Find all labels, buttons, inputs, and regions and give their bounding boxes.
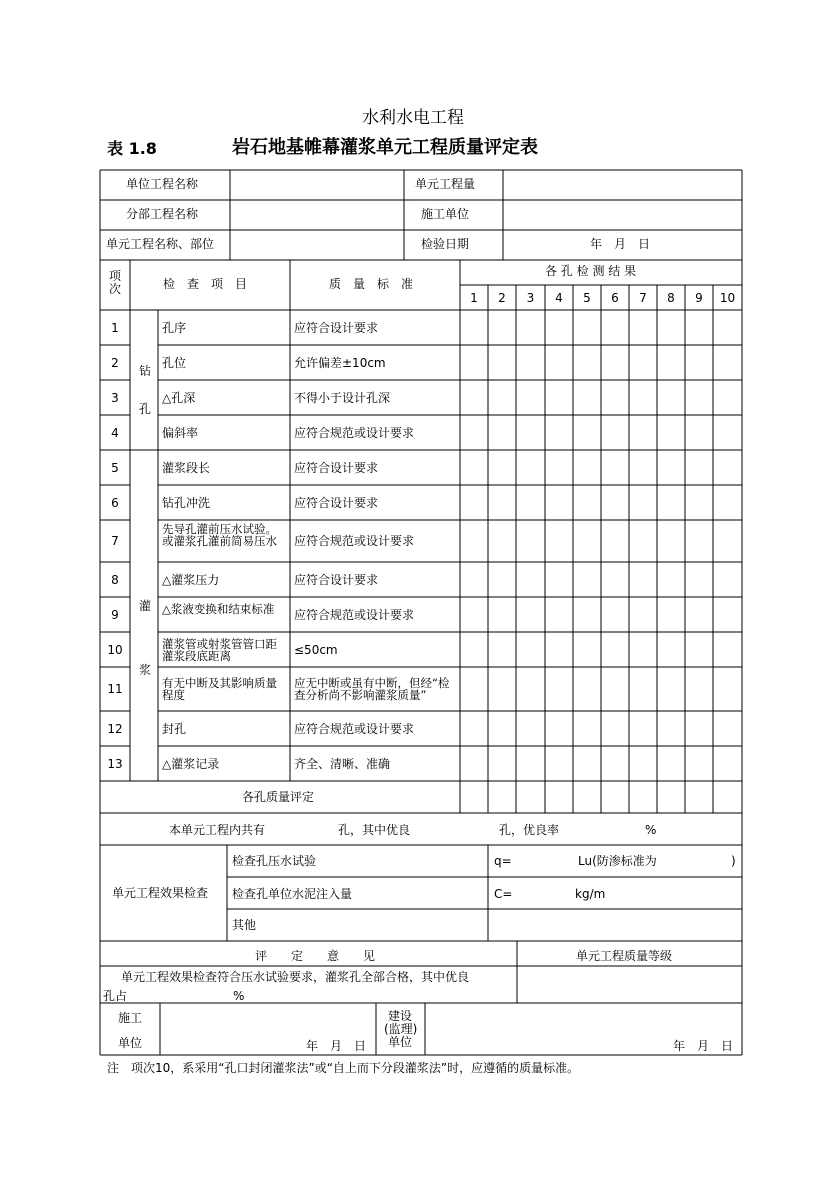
hole-number-header: 4 bbox=[555, 291, 563, 305]
row-check-item: 孔序 bbox=[162, 320, 187, 335]
effect-row1-q: q= bbox=[494, 854, 512, 868]
row-quality-standard: 应无中断或虽有中断，但经“检查分析尚不影响灌浆质量” bbox=[294, 676, 450, 702]
supervision-sign-2: (监理) bbox=[384, 1022, 418, 1036]
table-number: 表 1.8 bbox=[107, 139, 157, 158]
row-quality-standard: ≤50cm bbox=[294, 642, 338, 657]
row-quality-standard: 应符合规范或设计要求 bbox=[294, 721, 415, 736]
row-quality-standard: 允许偏差±10cm bbox=[294, 355, 386, 370]
unit-project-name-label: 单位工程名称 bbox=[126, 177, 199, 191]
row-item-no: 11 bbox=[107, 682, 123, 696]
row-check-item: 灌浆段长 bbox=[162, 460, 211, 475]
group-grout-label: 灌浆 bbox=[139, 599, 152, 677]
row-check-item: 封孔 bbox=[162, 721, 187, 736]
effect-row2-c: C= bbox=[494, 887, 513, 901]
row-item-no: 2 bbox=[111, 355, 119, 370]
row-check-item: 钻孔冲洗 bbox=[162, 495, 211, 510]
effect-row1-unit: Lu(防渗标准为 bbox=[578, 854, 657, 868]
row-check-item: 有无中断及其影响质量程度 bbox=[162, 676, 277, 702]
effect-row1-close: ) bbox=[731, 854, 736, 868]
row-check-item: △浆液变换和结束标准 bbox=[162, 601, 275, 616]
supervision-sign-3: 单位 bbox=[388, 1035, 413, 1049]
effect-row1-label: 检查孔压水试验 bbox=[232, 854, 317, 868]
row-item-no: 6 bbox=[111, 495, 119, 510]
row-check-item: △孔深 bbox=[162, 390, 196, 405]
form-title: 岩石地基帷幕灌浆单元工程质量评定表 bbox=[232, 137, 538, 158]
summary-text-1: 本单元工程内共有 bbox=[169, 823, 266, 837]
row-item-no: 13 bbox=[107, 756, 123, 771]
row-item-no: 1 bbox=[111, 320, 119, 335]
opinion-line-2b: % bbox=[233, 989, 245, 1003]
opinion-header: 评 定 意 见 bbox=[255, 949, 376, 963]
row-quality-standard: 应符合规范或设计要求 bbox=[294, 534, 415, 548]
org-title: 水利水电工程 bbox=[362, 108, 464, 128]
hole-number-header: 5 bbox=[583, 291, 591, 305]
summary-text-4: % bbox=[645, 823, 657, 837]
construction-unit-label: 施工单位 bbox=[421, 207, 470, 221]
row-item-no: 5 bbox=[111, 460, 119, 475]
item-no-header: 项次 bbox=[109, 269, 122, 296]
row-item-no: 12 bbox=[107, 721, 123, 736]
row-quality-standard: 应符合设计要求 bbox=[294, 460, 379, 475]
construction-sign-date: 年 月 日 bbox=[306, 1039, 367, 1053]
hole-number-header: 9 bbox=[695, 291, 703, 305]
construction-unit-sign-2: 单位 bbox=[118, 1036, 143, 1050]
supervision-sign-1: 建设 bbox=[388, 1009, 413, 1023]
row-check-item: △灌浆记录 bbox=[162, 756, 220, 771]
hole-number-header: 8 bbox=[667, 291, 675, 305]
row-item-no: 3 bbox=[111, 390, 119, 405]
summary-text-2: 孔，其中优良 bbox=[338, 823, 411, 837]
hole-number-header: 2 bbox=[498, 291, 506, 305]
summary-text-3: 孔，优良率 bbox=[499, 823, 560, 837]
row-quality-standard: 应符合规范或设计要求 bbox=[294, 607, 415, 622]
row-quality-standard: 应符合设计要求 bbox=[294, 572, 379, 587]
quality-standard-header: 质 量 标 准 bbox=[329, 277, 414, 291]
row-item-no: 9 bbox=[111, 607, 119, 622]
check-item-header: 检 查 项 目 bbox=[163, 277, 248, 291]
inspection-date-value: 年 月 日 bbox=[590, 237, 651, 251]
row-quality-standard: 应符合设计要求 bbox=[294, 495, 379, 510]
results-header: 各 孔 检 测 结 果 bbox=[545, 264, 637, 278]
row-check-item: △灌浆压力 bbox=[162, 572, 220, 587]
effect-row3-label: 其他 bbox=[232, 918, 257, 932]
footnote: 注 项次10，系采用“孔口封闭灌浆法”或“自上而下分段灌浆法”时，应遵循的质量标准。 bbox=[107, 1061, 580, 1075]
element-name-location-label: 单元工程名称、部位 bbox=[106, 237, 215, 251]
row-quality-standard: 应符合设计要求 bbox=[294, 320, 379, 335]
row-item-no: 10 bbox=[107, 642, 123, 657]
hole-number-header: 7 bbox=[639, 291, 647, 305]
row-check-item: 灌浆管或射浆管管口距灌浆段底距离 bbox=[162, 636, 277, 663]
row-check-item: 先导孔灌前压水试验。或灌浆孔灌前简易压水 bbox=[162, 522, 277, 548]
hole-number-header: 3 bbox=[526, 291, 535, 305]
hole-number-header: 10 bbox=[719, 291, 736, 305]
row-check-item: 孔位 bbox=[162, 355, 187, 370]
effect-row2-unit: kg/m bbox=[575, 887, 606, 901]
hole-quality-label: 各孔质量评定 bbox=[242, 790, 315, 804]
effect-row2-label: 检查孔单位水泥注入量 bbox=[232, 887, 353, 901]
row-item-no: 7 bbox=[111, 534, 119, 548]
division-project-name-label: 分部工程名称 bbox=[126, 207, 199, 221]
grade-header: 单元工程质量等级 bbox=[576, 949, 673, 963]
inspection-date-label: 检验日期 bbox=[421, 237, 470, 251]
row-quality-standard: 齐全、清晰、准确 bbox=[294, 756, 391, 771]
row-quality-standard: 不得小于设计孔深 bbox=[294, 390, 391, 405]
row-item-no: 8 bbox=[111, 572, 119, 587]
effect-check-label: 单元工程效果检查 bbox=[112, 886, 209, 900]
opinion-line-2a: 孔占 bbox=[103, 989, 128, 1003]
row-quality-standard: 应符合规范或设计要求 bbox=[294, 425, 415, 440]
row-check-item: 偏斜率 bbox=[162, 425, 199, 440]
hole-number-header: 6 bbox=[611, 291, 619, 305]
hole-number-header: 1 bbox=[470, 291, 478, 305]
unit-element-qty-label: 单元工程量 bbox=[415, 177, 476, 191]
construction-unit-sign-1: 施工 bbox=[118, 1011, 143, 1025]
opinion-line-1: 单元工程效果检查符合压水试验要求，灌浆孔全部合格，其中优良 bbox=[121, 970, 470, 984]
group-drill-label: 钻孔 bbox=[139, 364, 152, 416]
supervision-sign-date: 年 月 日 bbox=[673, 1039, 734, 1053]
row-item-no: 4 bbox=[111, 425, 119, 440]
